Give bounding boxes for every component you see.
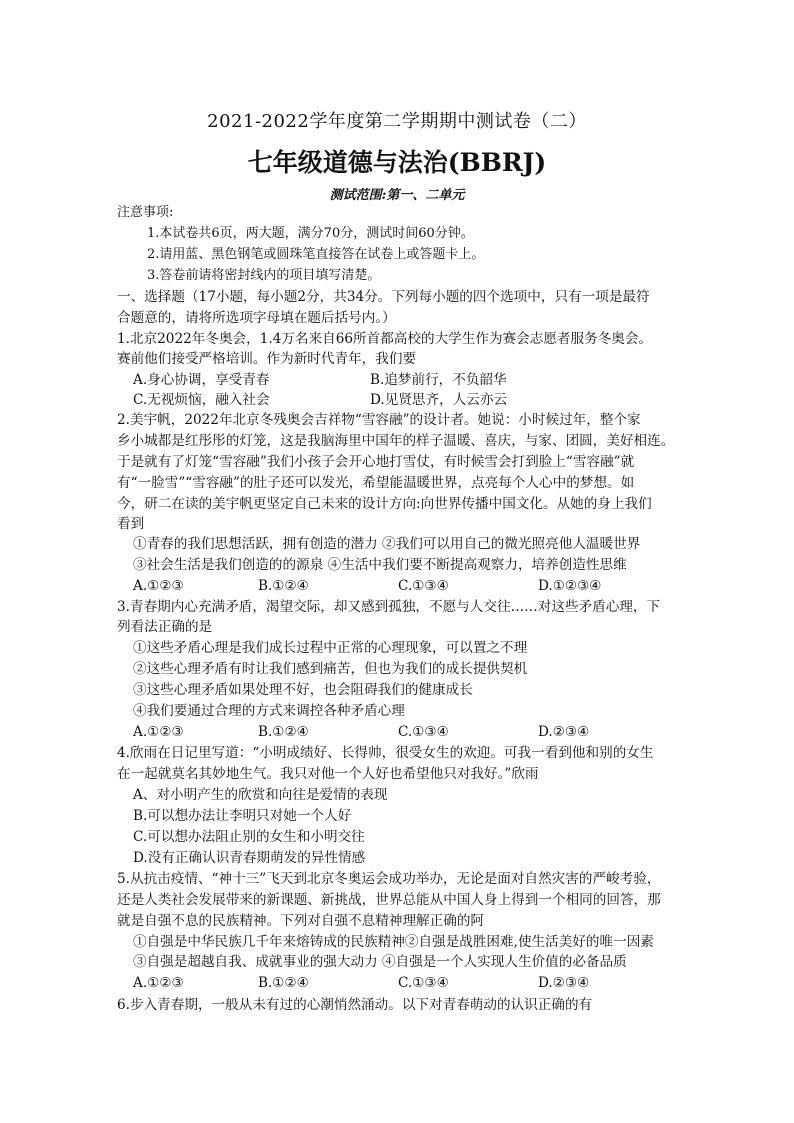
q3-statement: ③这些心理矛盾如果处理不好，也会阻碍我们的健康成长: [133, 682, 473, 698]
question-2-text: 看到: [117, 516, 145, 532]
q4-option-d[interactable]: D.没有正确认识青春期萌发的异性情感: [133, 850, 366, 866]
question-2-text: 于是就有了灯笼“雪容融”我们小孩子会开心地打雪仗，有时候雪会打到脸上“雪容融”就: [117, 454, 635, 470]
q5-option-a[interactable]: A.①②③: [133, 975, 184, 991]
question-4-text: 4.欣雨在日记里写道：“小明成绩好、长得帅，很受女生的欢迎。可我一看到他和别的女生: [117, 745, 654, 761]
q4-option-c[interactable]: C.可以想办法阻止别的女生和小明交往: [133, 829, 365, 845]
question-5-text: 就是自强不息的民族精神。下列对自强不息精神理解正确的阿: [117, 913, 485, 929]
q1-option-c[interactable]: C.无视烦恼，融入社会: [133, 392, 270, 408]
section-heading: 一、选择题（17小题，每小题2分，共34分。下列每小题的四个选项中，只有一项是最符: [117, 289, 650, 305]
q1-option-d[interactable]: D.见贤思齐，人云亦云: [370, 392, 508, 408]
question-2-text: 有“一脸雪”“雪容融”的肚子还可以发光，希望能温暖世界，点亮每个人心中的梦想。如: [117, 475, 635, 491]
note-item: 1.本试卷共6页，两大题，满分70分，测试时间60分钟。: [147, 226, 474, 241]
question-4-text: 在一起就莫名其妙地生气。我只对他一个人好也希望他只对我好。”欣雨: [117, 766, 539, 782]
question-3-text: 列看法正确的是: [117, 619, 213, 635]
question-2-text: 2.美宇帆，2022年北京冬残奥会吉祥物“雪容融”的设计者。她说：小时候过年，整个家: [117, 412, 641, 428]
question-2-text: 今，研二在读的美宇帆更坚定自己未来的设计方向:向世界传播中国文化。从她的身上我们: [117, 496, 652, 512]
q5-statements: ①自强是中华民族几千年来熔铸成的民族精神②自强是战胜困难,使生活美好的唯一因素: [133, 934, 654, 950]
q3-option-b[interactable]: B.①②④: [258, 724, 309, 740]
q2-statements: ①青春的我们思想活跃，拥有创造的潜力 ②我们可以用自己的微光照亮他人温暖世界: [133, 536, 641, 552]
question-5-text: 还是人类社会发展带来的新课题、新挑战，世界总能从中国人身上得到一个相同的回答，那: [117, 892, 661, 908]
question-1-text: 1.北京2022年冬奥会，1.4万名来自66所首都高校的大学生作为赛会志愿者服务冬奥会。: [117, 331, 653, 347]
q3-option-c[interactable]: C.①③④: [398, 724, 449, 740]
q3-statement: ②这些心理矛盾有时让我们感到痛苦，但也为我们的成长提供契机: [133, 661, 528, 677]
note-item: 3.答卷前请将密封线内的项目填写清楚。: [147, 268, 381, 283]
q2-statements: ③社会生活是我们创造的的源泉 ④生活中我们要不断提高观察力，培养创造性思维: [133, 557, 627, 573]
q5-statements: ③自强是超越自我、成就事业的强大动力 ④自强是一个人实现人生价值的必备品质: [133, 954, 627, 970]
q3-statement: ①这些矛盾心理是我们成长过程中正常的心理现象，可以置之不理: [133, 640, 528, 656]
question-5-text: 5.从抗击疫情、“神十三”飞天到北京冬奥运会成功举办，无论是面对自然灾害的严峻考验，: [117, 871, 661, 887]
notes-heading: 注意事项:: [117, 205, 174, 220]
test-scope: 测试范围:第一、二单元: [329, 188, 465, 203]
subject-title: 七年级道德与法治(BBRJ): [247, 148, 547, 177]
note-item: 2.请用蓝、黑色钢笔或圆珠笔直接答在试卷上或答题卡上。: [147, 247, 485, 262]
q3-option-d[interactable]: D.②③④: [538, 724, 590, 740]
q4-option-a[interactable]: A、对小明产生的欣赏和向往是爱情的表现: [133, 787, 388, 803]
question-2-text: 乡小城都是红彤彤的灯笼，这是我脑海里中国年的样子温暖、喜庆，与家、团圆，美好相连。: [117, 433, 675, 449]
q1-option-b[interactable]: B.追梦前行，不负韶华: [370, 372, 507, 388]
q2-option-d[interactable]: D.①②③④: [538, 578, 602, 594]
q1-option-a[interactable]: A.身心协调，享受青春: [133, 372, 270, 388]
question-1-text: 赛前他们接受严格培训。作为新时代青年，我们要: [117, 351, 417, 367]
q2-option-b[interactable]: B.①②④: [258, 578, 309, 594]
q5-option-d[interactable]: D.②③④: [538, 975, 590, 991]
question-6-text: 6.步入青春期，一般从未有过的心潮悄然涌动。以下对青春萌动的认识正确的有: [117, 997, 593, 1013]
exam-title: 2021-2022学年度第二学期期中测试卷（二）: [207, 111, 587, 132]
question-3-text: 3.青春期内心充满矛盾，渴望交际，却又感到孤独，不愿与人交往……对这些矛盾心理，下: [117, 599, 661, 615]
section-heading: 合题意的，请将所选项字母填在题后括号内。）: [117, 310, 396, 326]
q5-option-c[interactable]: C.①③④: [398, 975, 449, 991]
q3-statement: ④我们要通过合理的方式来调控各种矛盾心理: [133, 703, 405, 719]
q4-option-b[interactable]: B.可以想办法让李明只对她一个人好: [133, 808, 352, 824]
q3-option-a[interactable]: A.①②③: [133, 724, 184, 740]
q2-option-a[interactable]: A.①②③: [133, 578, 184, 594]
q2-option-c[interactable]: C.①③④: [398, 578, 449, 594]
q5-option-b[interactable]: B.①②④: [258, 975, 309, 991]
